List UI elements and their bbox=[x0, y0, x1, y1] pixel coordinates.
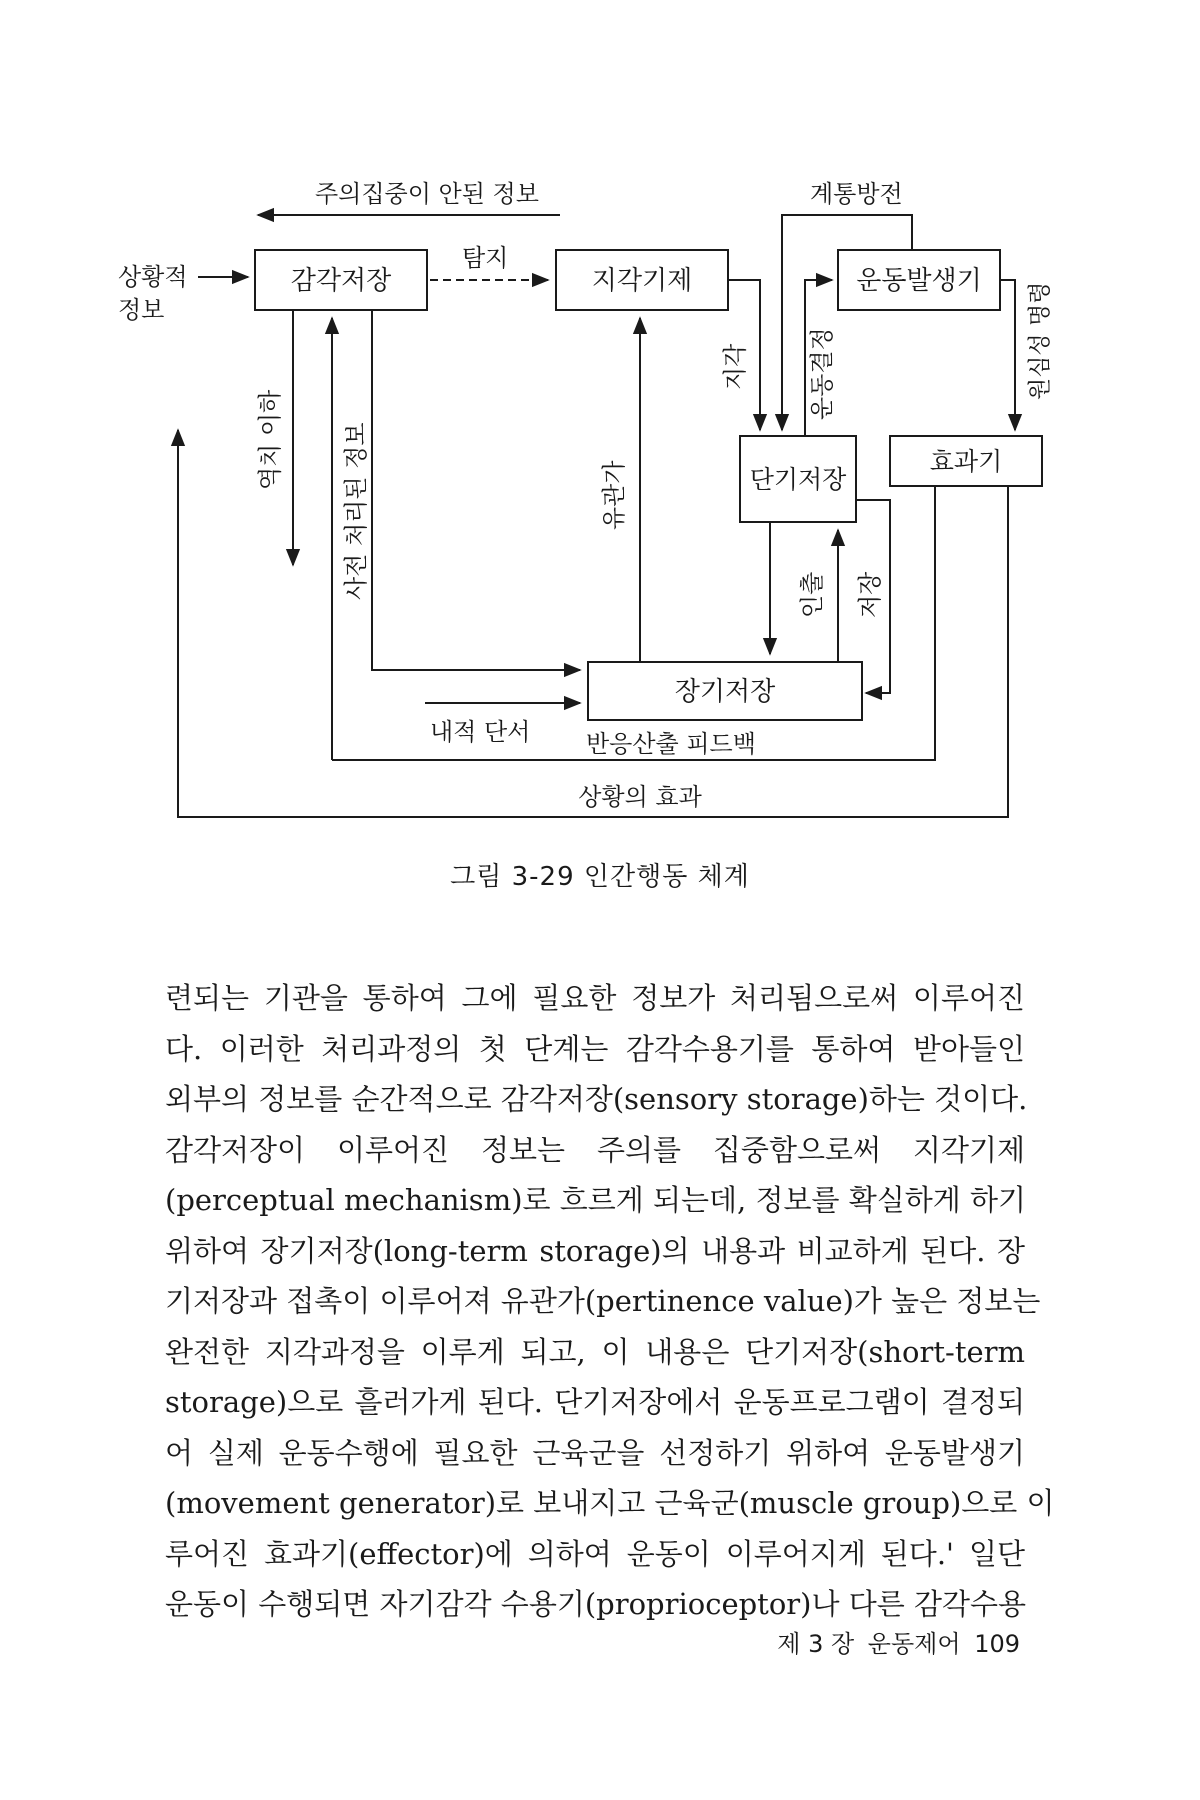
body-line: storage)으로 흘러가게 된다. 단기저장에서 운동프로그램이 결정되 bbox=[165, 1385, 1025, 1419]
movement-generator-label: 운동발생기 bbox=[856, 266, 982, 296]
page-footer bbox=[771, 1624, 1020, 1659]
long-term-storage-label: 장기저장 bbox=[674, 677, 776, 707]
label-detection: 탐지 bbox=[462, 244, 509, 272]
label-system-transfer: 계통방전 bbox=[810, 180, 903, 208]
body-line: 다. 이러한 처리과정의 첫 단계는 감각수용기를 통하여 받아들인 bbox=[165, 1031, 1025, 1066]
label-perception: 지각 bbox=[721, 343, 749, 390]
body-paragraph bbox=[165, 973, 1055, 1630]
label-pertinence: 유관가 bbox=[600, 460, 628, 530]
label-preprocessed: 사전 처리된 정보 bbox=[342, 422, 370, 600]
body-line: 감각저장이 이루어진 정보는 주의를 집중함으로써 지각기제 bbox=[165, 1132, 1025, 1167]
label-storage: 저장 bbox=[856, 571, 884, 618]
label-movement-decision: 운동결정 bbox=[808, 327, 836, 420]
body-line: 루어진 효과기(effector)에 의하여 운동이 이루어지게 된다.' 일단 bbox=[165, 1536, 1025, 1571]
body-line: 완전한 지각과정을 이루게 되고, 이 내용은 단기저장(short-term bbox=[165, 1334, 1025, 1369]
label-situational-info-2: 정보 bbox=[118, 296, 165, 324]
body-line: 기저장과 접촉이 이루어져 유관가(pertinence value)가 높은 정보는 bbox=[165, 1284, 1041, 1318]
short-term-storage-label: 단기저장 bbox=[749, 465, 847, 494]
body-line: 운동이 수행되면 자기감각 수용기(proprioceptor)나 다른 감각수용 bbox=[165, 1587, 1027, 1621]
page-number: 109 bbox=[974, 1630, 1020, 1658]
label-internal-cue: 내적 단서 bbox=[430, 718, 531, 746]
body-line: (perceptual mechanism)로 흐르게 되는데, 정보를 확실하게 하기 bbox=[165, 1183, 1027, 1217]
label-situation-effect: 상황의 효과 bbox=[578, 783, 702, 811]
system-transfer-line bbox=[782, 215, 912, 430]
human-behavior-system-diagram bbox=[0, 0, 1200, 840]
label-efferent-command: 원심성 명령 bbox=[1027, 281, 1053, 400]
body-line: (movement generator)로 보내지고 근육군(muscle group)으로 이 bbox=[165, 1486, 1055, 1520]
efferent-command-line bbox=[1000, 280, 1015, 430]
label-unattended-info: 주의집중이 안된 정보 bbox=[315, 180, 539, 208]
footer-chapter-title: 운동제어 bbox=[867, 1630, 961, 1658]
sensory-storage-label: 감각저장 bbox=[290, 266, 392, 296]
label-threshold: 역치 이하 bbox=[256, 389, 284, 490]
perceptual-mechanism-label: 지각기제 bbox=[591, 266, 693, 296]
body-line: 련되는 기관을 통하여 그에 필요한 정보가 처리됨으로써 이루어진 bbox=[165, 981, 1025, 1015]
situation-effect-line bbox=[178, 430, 1008, 817]
sensory-to-lts-line bbox=[372, 310, 580, 670]
body-line: 외부의 정보를 순간적으로 감각저장(sensory storage)하는 것이다. bbox=[165, 1082, 1028, 1116]
footer-chapter: 제 3 장 bbox=[777, 1630, 855, 1658]
label-situational-info-1: 상황적 bbox=[118, 263, 188, 291]
figure-caption: 그림 3-29 인간행동 체계 bbox=[450, 862, 750, 892]
label-feedback: 반응산출 피드백 bbox=[586, 730, 756, 758]
body-line: 어 실제 운동수행에 필요한 근육군을 선정하기 위하여 운동발생기 bbox=[165, 1435, 1025, 1470]
body-line: 위하여 장기저장(long-term storage)의 내용과 비교하게 된다. 장 bbox=[165, 1233, 1025, 1268]
effector-label: 효과기 bbox=[929, 447, 1003, 476]
label-retrieval: 인출 bbox=[798, 571, 826, 618]
